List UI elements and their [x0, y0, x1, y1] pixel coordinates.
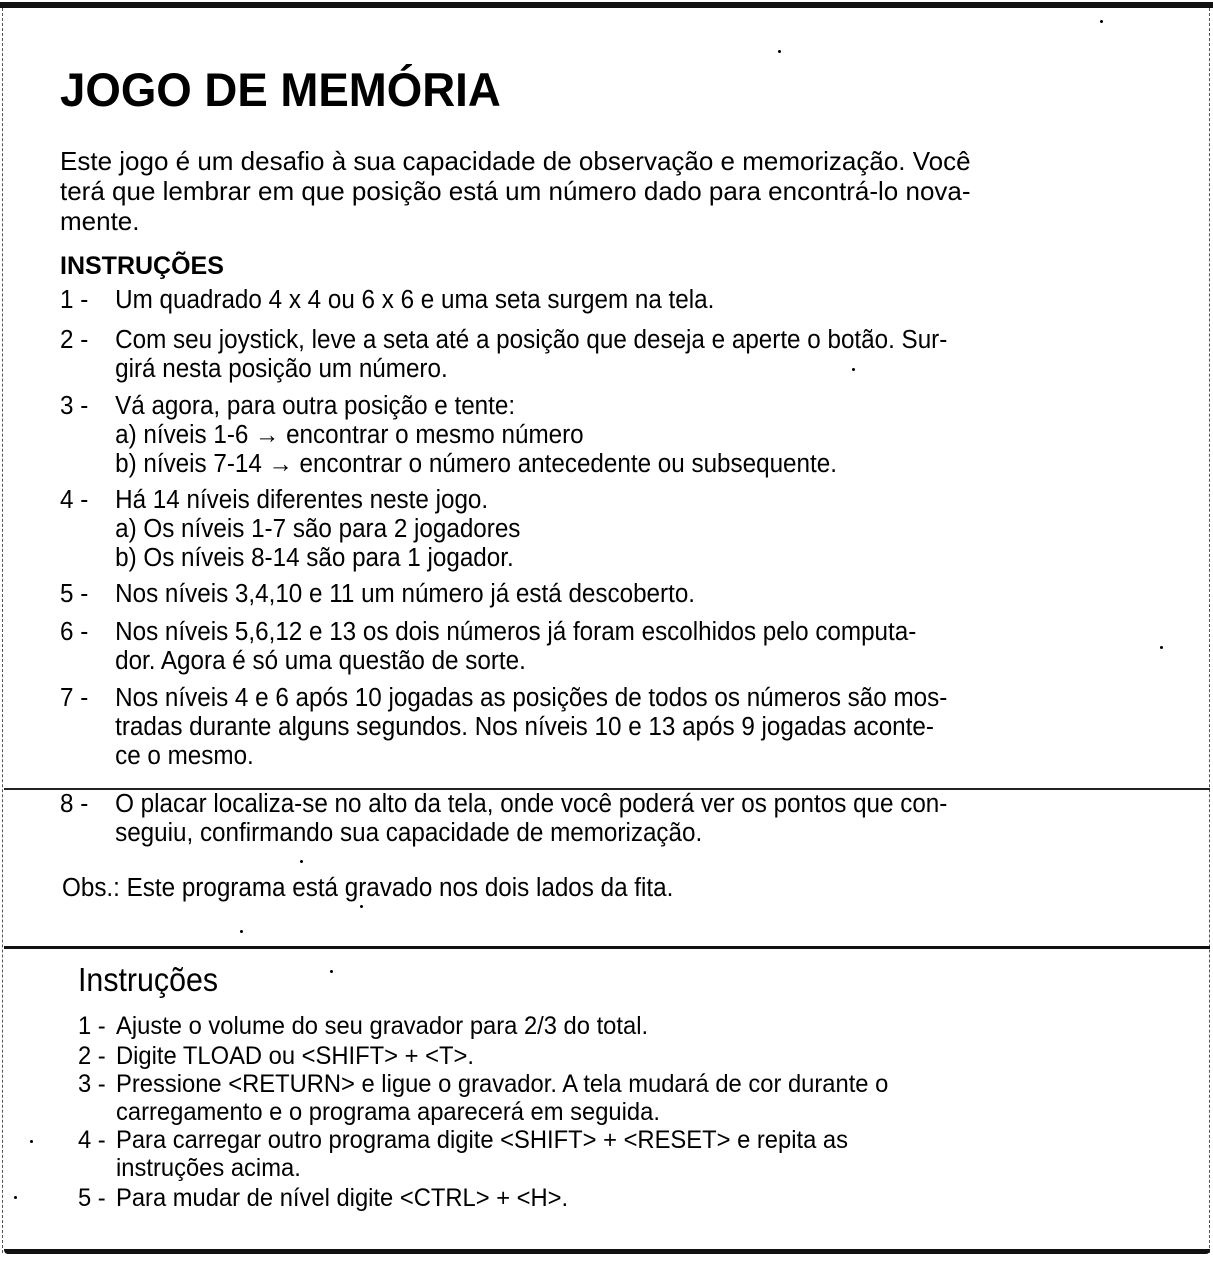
instruction-line: tradas durante alguns segundos. Nos níveis 10 e 13 após 9 jogadas aconte-	[115, 713, 934, 741]
left-border	[2, 8, 4, 1253]
step-line: Digite TLOAD ou <SHIFT> + <T>.	[116, 1042, 474, 1070]
note-text: Obs.: Este programa está gravado nos dois lados da fita.	[62, 874, 674, 902]
step-text	[116, 1012, 648, 1040]
scan-noise	[778, 50, 781, 53]
instruction-line: b) Os níveis 8-14 são para 1 jogador.	[115, 544, 514, 572]
instruction-line: Um quadrado 4 x 4 ou 6 x 6 e uma seta surgem na tela.	[115, 286, 715, 314]
instruction-line: Nos níveis 5,6,12 e 13 os dois números já foram escolhidos pelo computa-	[115, 618, 917, 646]
scan-noise	[14, 1196, 17, 1199]
instruction-number: 7 -	[60, 684, 89, 712]
right-border	[1209, 8, 1211, 1253]
instruction-text	[115, 392, 1179, 479]
instruction-number: 4 -	[60, 486, 89, 514]
step-text	[116, 1042, 474, 1070]
instruction-line: ce o mesmo.	[115, 742, 254, 770]
instruction-line: dor. Agora é só uma questão de sorte.	[115, 647, 526, 675]
step-line: carregamento e o programa aparecerá em seguida.	[116, 1098, 660, 1126]
instruction-line: girá nesta posição um número.	[115, 355, 448, 383]
step-text	[116, 1070, 888, 1126]
instruction-line: Há 14 níveis diferentes neste jogo.	[115, 486, 489, 514]
step-line: Para carregar outro programa digite <SHIFT> + <RESET> e repita as	[116, 1126, 848, 1154]
step-number: 1 -	[78, 1012, 106, 1040]
step-text	[116, 1126, 848, 1182]
step-line: Pressione <RETURN> e ligue o gravador. A tela mudará de cor durante o	[116, 1070, 889, 1098]
scan-noise	[1100, 20, 1103, 23]
instruction-number: 5 -	[60, 580, 89, 608]
scan-noise	[1160, 646, 1163, 649]
instruction-number: 8 -	[60, 790, 89, 818]
instruction-text	[115, 790, 1179, 848]
instruction-number: 6 -	[60, 618, 89, 646]
instruction-text	[115, 286, 1179, 315]
step-line: Para mudar de nível digite <CTRL> + <H>.	[116, 1184, 569, 1212]
intro-line: Este jogo é um desafio à sua capacidade de observação e memorização. Você	[60, 146, 971, 176]
instruction-line: b) níveis 7-14 → encontrar o número antecedente ou subsequente.	[115, 450, 837, 478]
instruction-number: 2 -	[60, 326, 89, 354]
instruction-line: Com seu joystick, leve a seta até a posição que deseja e aperte o botão. Sur-	[115, 326, 948, 354]
scan-noise	[30, 1140, 33, 1143]
step-line: instruções acima.	[116, 1154, 301, 1182]
step-line: Ajuste o volume do seu gravador para 2/3 do total.	[116, 1012, 649, 1040]
instructions-heading: INSTRUÇÕES	[60, 252, 224, 280]
step-text	[116, 1184, 568, 1212]
instruction-line: Nos níveis 4 e 6 após 10 jogadas as posições de todos os números são mos-	[115, 684, 948, 712]
instruction-line: a) níveis 1-6 → encontrar o mesmo número	[115, 421, 584, 449]
divider-rule	[4, 946, 1210, 949]
scan-noise	[240, 930, 243, 933]
scan-noise	[852, 368, 855, 371]
page-title: JOGO DE MEMÓRIA	[60, 63, 501, 116]
intro-line: mente.	[60, 206, 140, 236]
intro-line: terá que lembrar em que posição está um número dado para encontrá-lo nova-	[60, 176, 971, 206]
top-border	[0, 2, 1213, 8]
instruction-text	[115, 486, 1179, 573]
step-number: 5 -	[78, 1184, 106, 1212]
instruction-text	[115, 618, 1179, 676]
instruction-line: O placar localiza-se no alto da tela, onde você poderá ver os pontos que con-	[115, 790, 948, 818]
instruction-text	[115, 326, 1179, 384]
instruction-number: 1 -	[60, 286, 89, 314]
scan-noise	[330, 970, 333, 973]
instruction-number: 3 -	[60, 392, 89, 420]
scan-noise	[300, 860, 303, 863]
instruction-text	[115, 684, 1179, 771]
instruction-text	[115, 580, 1179, 609]
loading-instructions-heading: Instruções	[78, 961, 219, 998]
intro-paragraph	[60, 146, 1180, 236]
step-number: 2 -	[78, 1042, 106, 1070]
step-number: 3 -	[78, 1070, 106, 1098]
instruction-line: Nos níveis 3,4,10 e 11 um número já está descoberto.	[115, 580, 696, 608]
bottom-border	[4, 1249, 1210, 1254]
instruction-line: Vá agora, para outra posição e tente:	[115, 392, 516, 420]
scan-noise	[360, 905, 363, 908]
step-number: 4 -	[78, 1126, 106, 1154]
instruction-line: seguiu, confirmando sua capacidade de memorização.	[115, 819, 703, 847]
instruction-line: a) Os níveis 1-7 são para 2 jogadores	[115, 515, 521, 543]
